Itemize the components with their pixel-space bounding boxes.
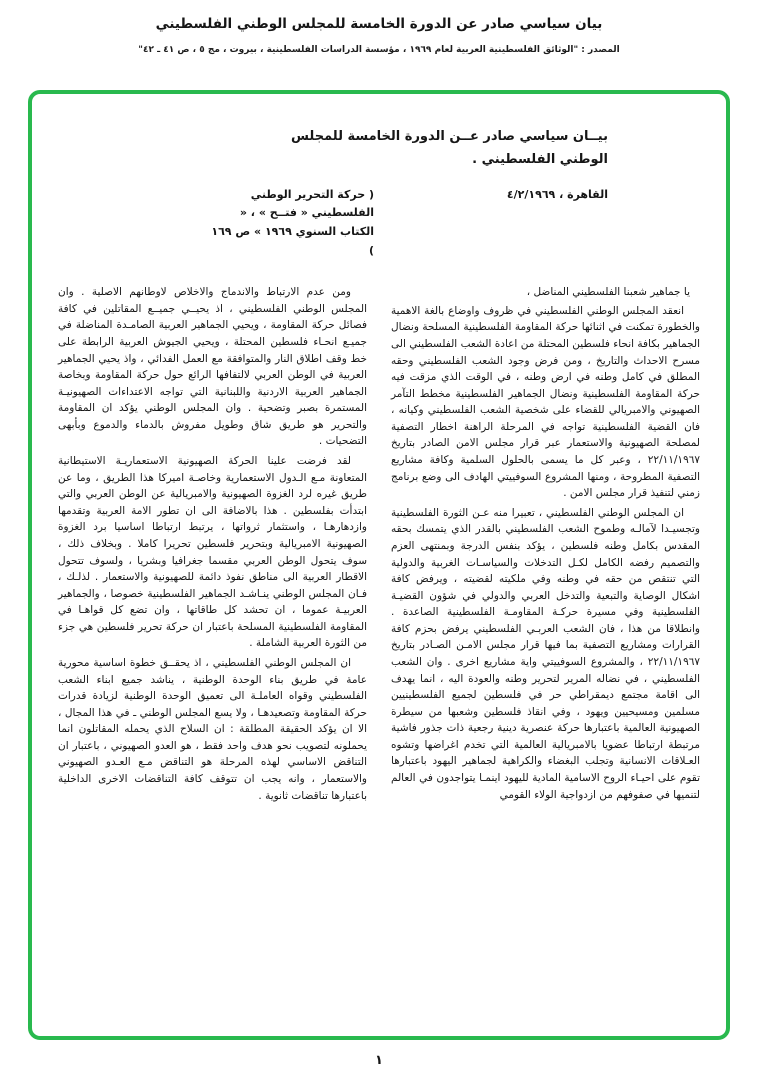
page-title: بيان سياسي صادر عن الدورة الخامسة للمجلس الوطني الفلسطيني: [155, 16, 603, 32]
document-head: [206, 126, 608, 260]
source-line: المصدر : "الوثائق الفلسطينية العربية لعام ١٩٦٩ ، مؤسسة الدراسات الفلسطينية ، بيروت ، مج ٥ ، ص ٤١ ـ ٤٢": [138, 45, 620, 55]
page-header: [0, 0, 758, 55]
paragraph-salutation: يا جماهير شعبنا الفلسطيني المناضل ،: [526, 286, 690, 299]
document-title: [206, 126, 608, 172]
paragraph: انعقد المجلس الوطني الفلسطيني في ظروف واوضاع بالغة الاهمية والخطورة تمكنت في اثنائها حركة المقاومة الفلسطينية المسلحة ونضال الجماهير بكافة انحاء فلسطين المحتلة من اعادة الشعب الفلسطيني الى مسرح الاحداث والتاريخ ، ومن فرض وجود الشعب الفلسطيني وحقه المطلق في كامل وطنه في ارض وطنه ، في الوقت الذي مزقت فيه حركة المقاومة الفلسطينية ونضال الجماهير الفلسطينية مخطط التآمر الصهيوني والامبريالي للقضاء على شخصية الشعب الفلسطيني وكيانه ، فان القضية الفلسطينية تواجه في المرحلة الراهنة اخطار التصفية لمصلحة الصهيونية والاستعمار عبر قرار مجلس الامن الصادر بتاريخ ٢٢/١١/١٩٦٧ ، وعبر كل ما يسمى بالحلول السلمية وكافة مشاريع التصفية المطروحة ، ومنها المشروع السوفييتي الهادف الى وضع برنامج زمني لتنفيذ قرار مجلس الامن .: [391, 304, 700, 500]
attribution: ( حركة التحرير الوطني الفلسطيني « فتــح » ، « الكتاب السنوي ١٩٦٩ » ص ١٦٩ ): [211, 187, 374, 257]
paragraph: لقد فرضت علينا الحركة الصهيونية الاستعماريـة الاستيطانية المتعاونة مـع الـدول الاستعمارية وخاصـة اميركا هذا الطريق ، وما عن طريق غيره لرد الغزوة الصهيونية والامبريالية عن الوطن العربي والتي ابتدأت بفلسطين . هذا بالاضافة الى ان تطور الامة العربية وتقدمها وازدهارهـا ، واستثمار ثرواتها ، يرتبط ارتباطا اساسيا برد الغزوة الصهيونية الامبريالية وبتحرير فلسطين تحريرا كاملا . وبخلاف ذلك ، سوف يتحول الوطن العربي مقسما جغرافيا وبشريا ، ولسوف تتحول الاقطار العربية الى مناطق نفوذ دائمة للصهيونية والاستعمار . لذلـك ، فـان المجلس الوطني ينـاشـد الجماهير الفلسطينية خصوصا ، والجماهير العربيـة عموما ، ان تحشد كل طاقاتها ، وان تضع كل قواهـا في المقاومة الفلسطينية المسلحة باعتبار ان حركة تحرير فلسطين هي جزء من الثورة العربية الشاملة .: [58, 455, 367, 650]
dateline: القاهرة ، ٤/٢/١٩٦٩: [506, 187, 608, 201]
document-title-line1: بيــان سياسي صادر عــن الدورة الخامسة للمجلس: [291, 129, 608, 144]
document-frame: [28, 90, 730, 1040]
document-meta: [206, 186, 608, 261]
document-body: [58, 284, 700, 807]
paragraph: ان المجلس الوطني الفلسطيني ، تعبيرا منه عـن الثورة الفلسطينية وتجسيـدا لآمالـه وطموح الشعب الفلسطيني بالقدر الذي يتمسك بحقه المقدس بكامل وطنه فلسطين ، يؤكد بنفس الدرجة وبمنتهى العزم والتصميم رفضه الكامل لكـل التدخلات والسياسـات الغربية والدولية التي تنتقص من حقه في وطنه وفي ملكيته لقضيته ، ويرفض كافة اشكال الوصاية والتبعية والتدخل العربي والدولي في شؤون القضيـة الفلسطينية وفي مسيرة حركـة المقاومـة الفلسطينية الصاعدة . وانطلاقا من هذا ، فان الشعب العربـي الفلسطيني يرفض بحزم كافة القرارات ومشاريع التصفية بما فيها قرار مجلس الامـن الصـادر بتاريخ ٢٢/١١/١٩٦٧ ، والمشروع السوفييتي واية مشاريع اخرى . وان الشعب الفلسطيني ، في نضاله المرير لتحرير وطنه والعودة اليه ، انما يهدف الى اقامة مجتمع ديمقراطي حر في فلسطين لجميع الفلسطينيين مسلمين ومسيحيين ويهود ، وفي انقاذ فلسطين وشعبها من سيطرة الصهيونية العالمية باعتبارها حركة عنصرية دينية رجعية ذات جذور فاشية مرتبطة ارتباطا عضويا بالامبريالية العالمية التي تخدم اغراضها وتشوه العـلاقات الانسانية وتجلب البغضاء والكراهية لجماهير اليهود باعتبارها تقوم على احيـاء الروح الاسامية المادية لليهود اينمـا يتواجدون في العالم لتنميها في صفوفهم من ازدواجية الولاء القومي: [391, 506, 700, 801]
document-title-line2: الوطني الفلسطيني .: [472, 151, 608, 167]
column-left: [58, 284, 367, 807]
page-number: ١: [375, 1053, 383, 1068]
paragraph: ان المجلس الوطني الفلسطيني ، اذ يحقــق خطوة اساسية محورية عامة في طريق بناء الوحدة الوطنية ، يناشد جميع ابناء الشعب الفلسطيني وقواه العاملـة الى تعميق الوحدة الوطنية لزيادة قدرات حركة المقاومة وتصعيدهـا ، ولا يسع المجلس الوطني ـ في هذا المجال ، الا ان يؤكد الحقيقة المطلقة : ان السلاح الذي يحمله المقاتلون انما يحملونه لتصويب نحو هدف واحد فقط ، هو العدو الصهيوني ، باعتبار ان التناقض الاساسي لهذه المرحلة هو التناقض مـع العـدو الصهيوني والاستعمار ، وانه يجب ان تتوقف كافة التناقضات الاخرى الداخلية باعتبارها تناقضات ثانوية .: [58, 656, 367, 802]
column-right: [391, 284, 700, 807]
paragraph: ومن عدم الارتباط والاندماج والاخلاص لاوطانهم الاصلية . وان المجلس الوطني الفلسطيني ، اذ يحيــي جميــع المقاتلين في كافة فصائل حركة المقاومة ، ويحيي الجماهير العربية الصامـدة المناضلة في جميـع انحـاء فلسطين المحتلة ، ويحيي الجيوش العربية الرابطة على خط وقف اطلاق النار والمتوافقة مع العمل الفدائي ، واذ يحيي الجماهير العربية في الوطن العربي لالتفافها الرائع حول حركة المقاومة وبخاصة الجماهير العربية الاردنية واللبنانية التي تواجه الاعتداءات الصهيونيـة المستمرة بصبر وتضحية . وان المجلس الوطني يؤكد ان المقاومة والتحرير هو طريق شاق وطويل مفروش بالدماء والدموع وبأبهى التضحيات .: [58, 286, 367, 448]
